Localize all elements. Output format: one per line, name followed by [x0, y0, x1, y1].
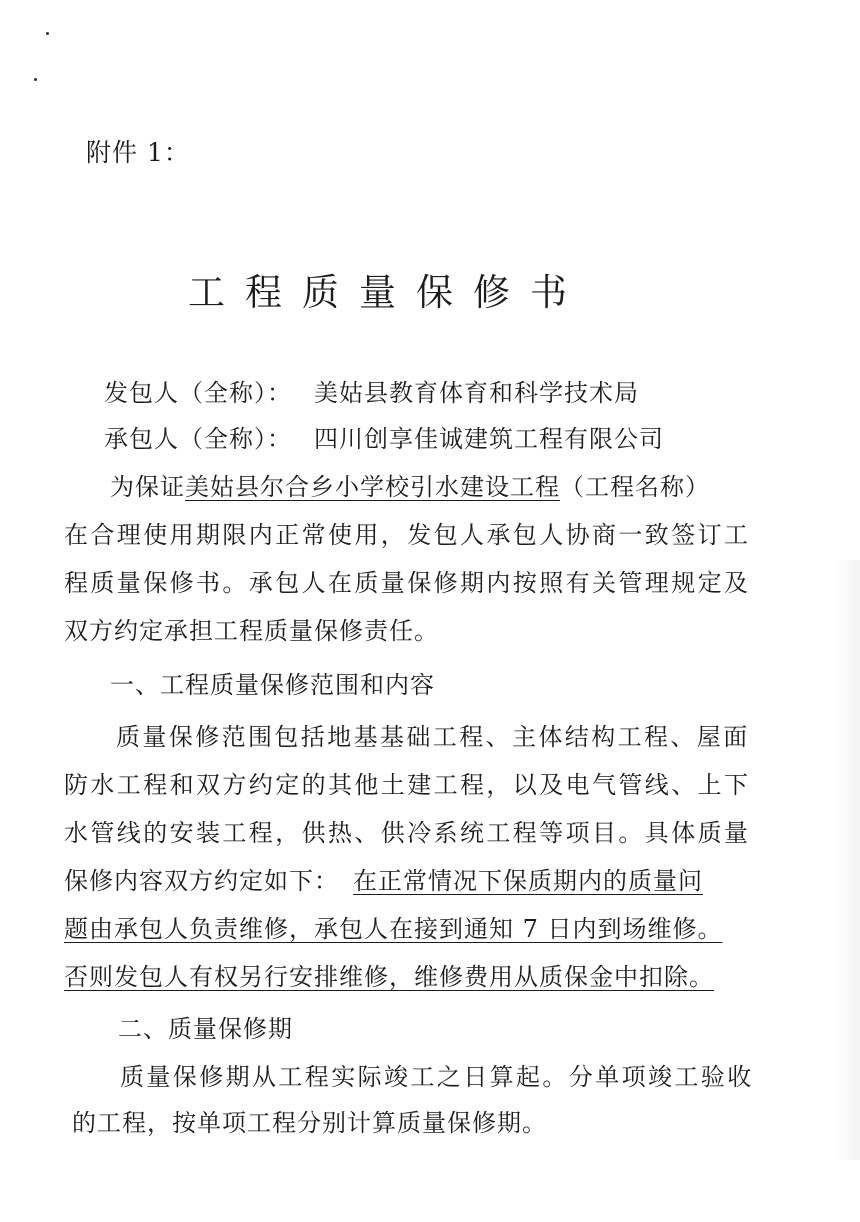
contractor-label: 承包人（全称）： — [104, 425, 292, 453]
contractor-line — [104, 424, 664, 454]
section1-line-4-lead: 保修内容双方约定如下： — [64, 867, 339, 895]
section1-heading: 一、工程质量保修范围和内容 — [110, 671, 435, 699]
attachment-label: 附件 1： — [86, 138, 190, 167]
scan-speck — [34, 78, 37, 81]
intro-line-1 — [110, 472, 710, 502]
intro-lead: 为保证 — [110, 473, 185, 501]
project-name: 美姑县尔合乡小学校引水建设工程 — [185, 473, 560, 501]
project-note: （工程名称） — [560, 473, 710, 501]
warranty-terms-filled: 在正常情况下保质期内的质量问 — [353, 867, 703, 895]
section2-line-2: 的工程，按单项工程分别计算质量保修期。 — [72, 1109, 547, 1137]
intro-line-2: 在合理使用期限内正常使用，发包人承包人协商一致签订工 — [64, 521, 751, 549]
employer-name: 美姑县教育体育和科学技术局 — [314, 379, 639, 407]
section1-line-6: 否则发包人有权另行安排维修，维修费用从质保金中扣除。 — [64, 963, 714, 991]
intro-line-3: 程质量保修书。承包人在质量保修期内按照有关管理规定及 — [64, 569, 751, 597]
document-title: 工程质量保修书 — [188, 271, 587, 314]
employer-line — [104, 378, 639, 408]
section1-line-4 — [64, 866, 703, 896]
section1-line-1: 质量保修范围包括地基基础工程、主体结构工程、屋面 — [116, 723, 750, 751]
section2-line-1: 质量保修期从工程实际竣工之日算起。分单项竣工验收 — [120, 1063, 754, 1091]
scan-speck — [46, 32, 49, 35]
scan-edge-shadow — [832, 560, 860, 1160]
section1-line-2: 防水工程和双方约定的其他土建工程，以及电气管线、上下 — [64, 771, 751, 799]
section2-heading: 二、质量保修期 — [118, 1015, 293, 1043]
employer-label: 发包人（全称）： — [104, 379, 292, 407]
contractor-name: 四川创享佳诚建筑工程有限公司 — [314, 425, 664, 453]
section1-line-3: 水管线的安装工程，供热、供冷系统工程等项目。具体质量 — [64, 819, 751, 847]
intro-line-4: 双方约定承担工程质量保修责任。 — [64, 617, 439, 645]
section1-line-5: 题由承包人负责维修，承包人在接到通知 7 日内到场维修。 — [64, 915, 723, 943]
